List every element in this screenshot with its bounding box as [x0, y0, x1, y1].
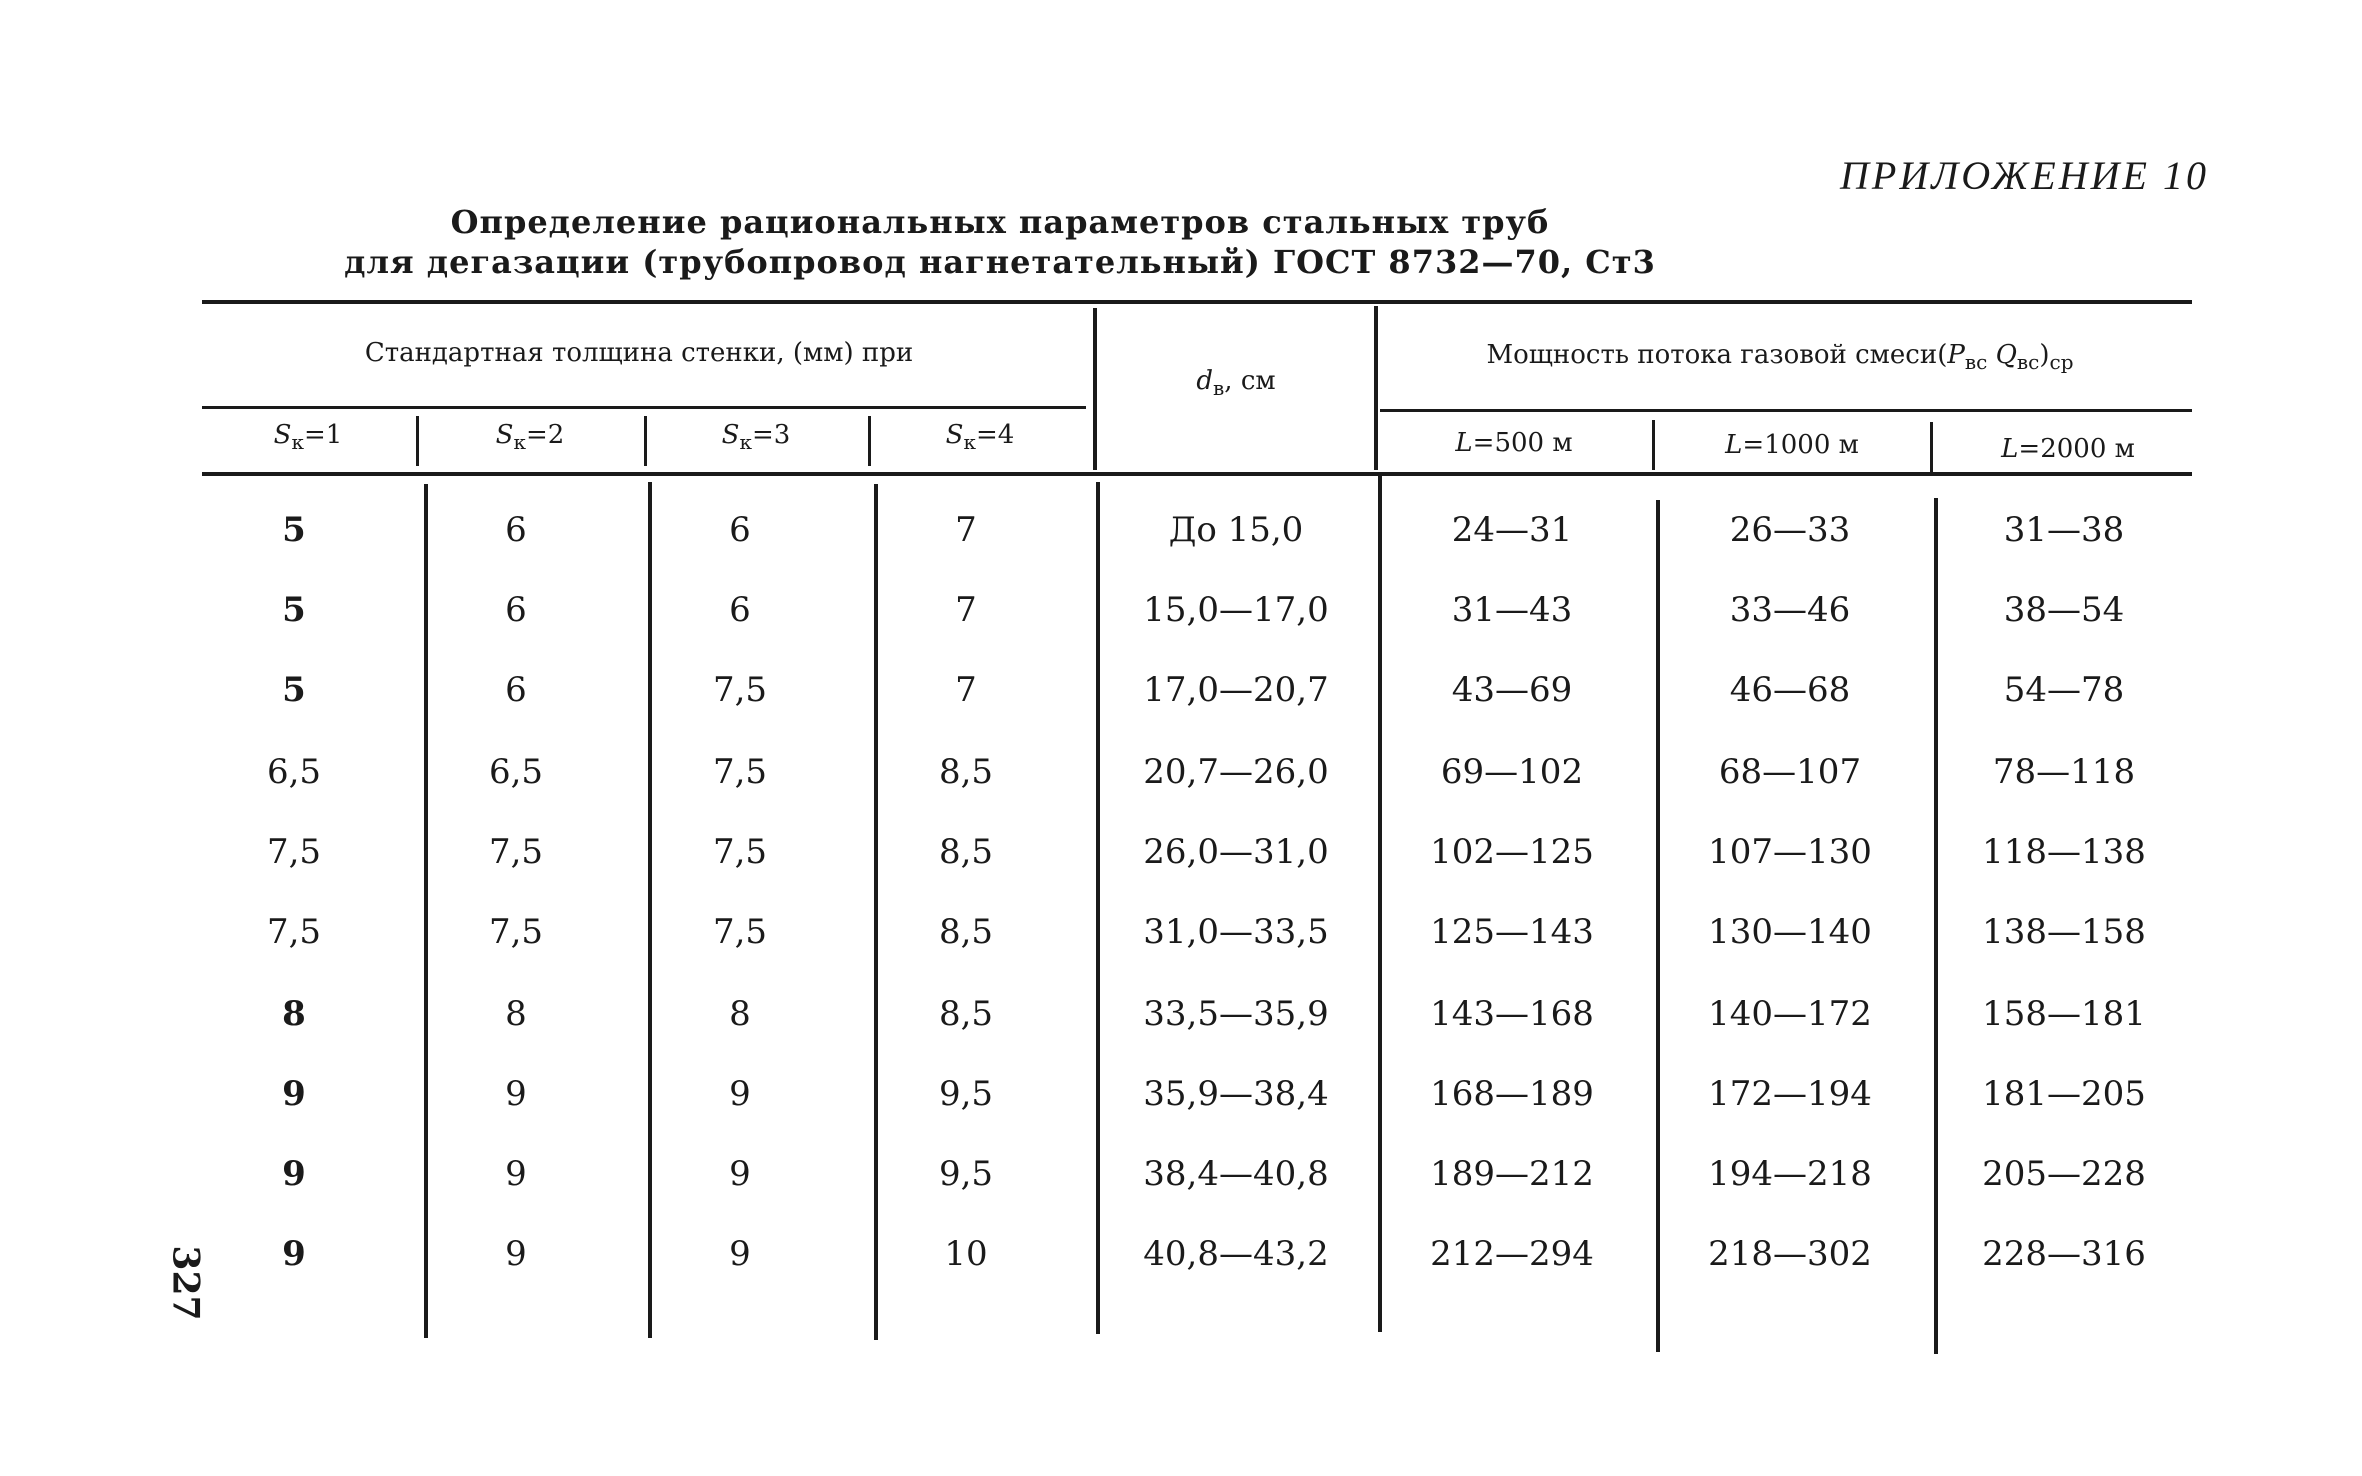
title-line-1: Определение рациональных параметров стальных труб: [450, 203, 1550, 241]
table-cell: 31,0—33,5: [1143, 912, 1329, 952]
table-cell: 158—181: [1982, 994, 2146, 1034]
table-cell: 31—38: [2003, 510, 2125, 550]
table-cell: 26,0—31,0: [1143, 832, 1329, 872]
table-cell: 125—143: [1430, 912, 1594, 952]
table-cell: 228—316: [1982, 1234, 2146, 1274]
table-cell: 9: [505, 1074, 527, 1114]
table-cell: 7: [955, 590, 977, 630]
col-divider: [1093, 308, 1097, 470]
table-cell: 168—189: [1430, 1074, 1594, 1114]
table-cell: 130—140: [1708, 912, 1872, 952]
table-cell: 17,0—20,7: [1143, 670, 1329, 710]
table-cell: До 15,0: [1168, 510, 1304, 550]
wall-group-rule: [202, 406, 1086, 409]
table-cell: 10: [944, 1234, 988, 1274]
table-cell: 218—302: [1708, 1234, 1872, 1274]
table-cell: 172—194: [1708, 1074, 1872, 1114]
col-divider: [424, 484, 428, 1338]
header-l1000: L=1000 м: [1725, 430, 1859, 460]
col-divider: [1930, 422, 1933, 472]
header-sk3: $S_к=3$: [721, 420, 791, 454]
header-wall-thickness: Стандартная толщина стенки, (мм) при: [364, 338, 914, 368]
table-cell: 5: [282, 510, 306, 550]
table-top-rule: [202, 300, 2192, 304]
table-cell: 194—218: [1708, 1154, 1872, 1194]
table-cell: 7,5: [266, 912, 322, 952]
table-cell: 5: [282, 590, 306, 630]
table-cell: 9: [729, 1074, 751, 1114]
col-divider: [868, 416, 871, 466]
table-cell: 38—54: [2003, 590, 2125, 630]
table-cell: 33—46: [1729, 590, 1851, 630]
table-cell: 9: [505, 1154, 527, 1194]
table-cell: 6,5: [488, 752, 544, 792]
table-cell: 212—294: [1430, 1234, 1594, 1274]
table-cell: 40,8—43,2: [1143, 1234, 1329, 1274]
table-cell: 9,5: [938, 1074, 994, 1114]
table-cell: 189—212: [1430, 1154, 1594, 1194]
table-cell: 7: [955, 510, 977, 550]
table-cell: 9: [729, 1234, 751, 1274]
table-cell: 8,5: [938, 832, 994, 872]
table-cell: 26—33: [1729, 510, 1851, 550]
col-divider: [648, 482, 652, 1338]
header-sk4: $S_к=4$: [945, 420, 1015, 454]
table-cell: 6: [729, 590, 751, 630]
col-divider: [1378, 476, 1382, 1332]
header-l2000: L=2000 м: [2001, 434, 2135, 464]
table-cell: 143—168: [1430, 994, 1594, 1034]
header-gas-flow-power: Мощность потока газовой $смеси(P_{вс}$ $Q_{вс})_{ср}$: [1486, 340, 2074, 374]
table-cell: 7,5: [266, 832, 322, 872]
table-cell: 107—130: [1708, 832, 1872, 872]
table-cell: 7,5: [488, 912, 544, 952]
table-cell: 6: [729, 510, 751, 550]
table-cell: 9: [282, 1074, 306, 1114]
table-cell: 9: [282, 1234, 306, 1274]
table-cell: 8: [282, 994, 306, 1034]
table-cell: 43—69: [1451, 670, 1573, 710]
table-cell: 7,5: [712, 912, 768, 952]
table-cell: 118—138: [1982, 832, 2146, 872]
table-cell: 8,5: [938, 752, 994, 792]
table-cell: 54—78: [2003, 670, 2125, 710]
title-line-2: для дегазации (трубопровод нагнетательный) ГОСТ 8732—70, Ст3: [344, 243, 1656, 281]
header-sk2: $S_к=2$: [495, 420, 565, 454]
table-cell: 68—107: [1718, 752, 1862, 792]
table-cell: 9: [282, 1154, 306, 1194]
table-cell: 5: [282, 670, 306, 710]
header-diameter: $d_в$, см: [1196, 366, 1276, 400]
table-cell: 102—125: [1430, 832, 1594, 872]
col-divider: [1934, 498, 1938, 1354]
table-cell: 6: [505, 590, 527, 630]
table-cell: 8,5: [938, 994, 994, 1034]
table-cell: 38,4—40,8: [1143, 1154, 1329, 1194]
page-number: 327: [164, 1245, 207, 1321]
header-bottom-rule: [202, 472, 2192, 476]
table-cell: 8: [505, 994, 527, 1034]
col-divider: [416, 416, 419, 466]
table-cell: 7,5: [488, 832, 544, 872]
table-cell: 6: [505, 510, 527, 550]
table-cell: 31—43: [1451, 590, 1573, 630]
header-sk1: $S_к=1$: [273, 420, 343, 454]
table-cell: 7,5: [712, 752, 768, 792]
table-cell: 6,5: [266, 752, 322, 792]
table-cell: 6: [505, 670, 527, 710]
table-cell: 33,5—35,9: [1143, 994, 1329, 1034]
table-cell: 69—102: [1440, 752, 1584, 792]
appendix-label: ПРИЛОЖЕНИЕ 10: [1840, 153, 2209, 198]
table-cell: 138—158: [1982, 912, 2146, 952]
power-group-rule: [1380, 409, 2192, 412]
table-cell: 181—205: [1982, 1074, 2146, 1114]
header-l500: L=500 м: [1455, 428, 1573, 458]
col-divider: [1374, 306, 1378, 470]
table-cell: 35,9—38,4: [1143, 1074, 1329, 1114]
col-divider: [1096, 482, 1100, 1334]
col-divider: [1652, 420, 1655, 470]
col-divider: [874, 484, 878, 1340]
table-cell: 9: [729, 1154, 751, 1194]
table-cell: 140—172: [1708, 994, 1872, 1034]
table-cell: 24—31: [1451, 510, 1573, 550]
table-cell: 7,5: [712, 832, 768, 872]
table-cell: 15,0—17,0: [1143, 590, 1329, 630]
table-cell: 78—118: [1992, 752, 2136, 792]
table-cell: 7: [955, 670, 977, 710]
col-divider: [644, 416, 647, 466]
table-cell: 20,7—26,0: [1143, 752, 1329, 792]
table-cell: 7,5: [712, 670, 768, 710]
col-divider: [1656, 500, 1660, 1352]
table-cell: 9,5: [938, 1154, 994, 1194]
table-cell: 9: [505, 1234, 527, 1274]
table-cell: 46—68: [1729, 670, 1851, 710]
table-cell: 8,5: [938, 912, 994, 952]
table-cell: 205—228: [1982, 1154, 2146, 1194]
table-cell: 8: [729, 994, 751, 1034]
